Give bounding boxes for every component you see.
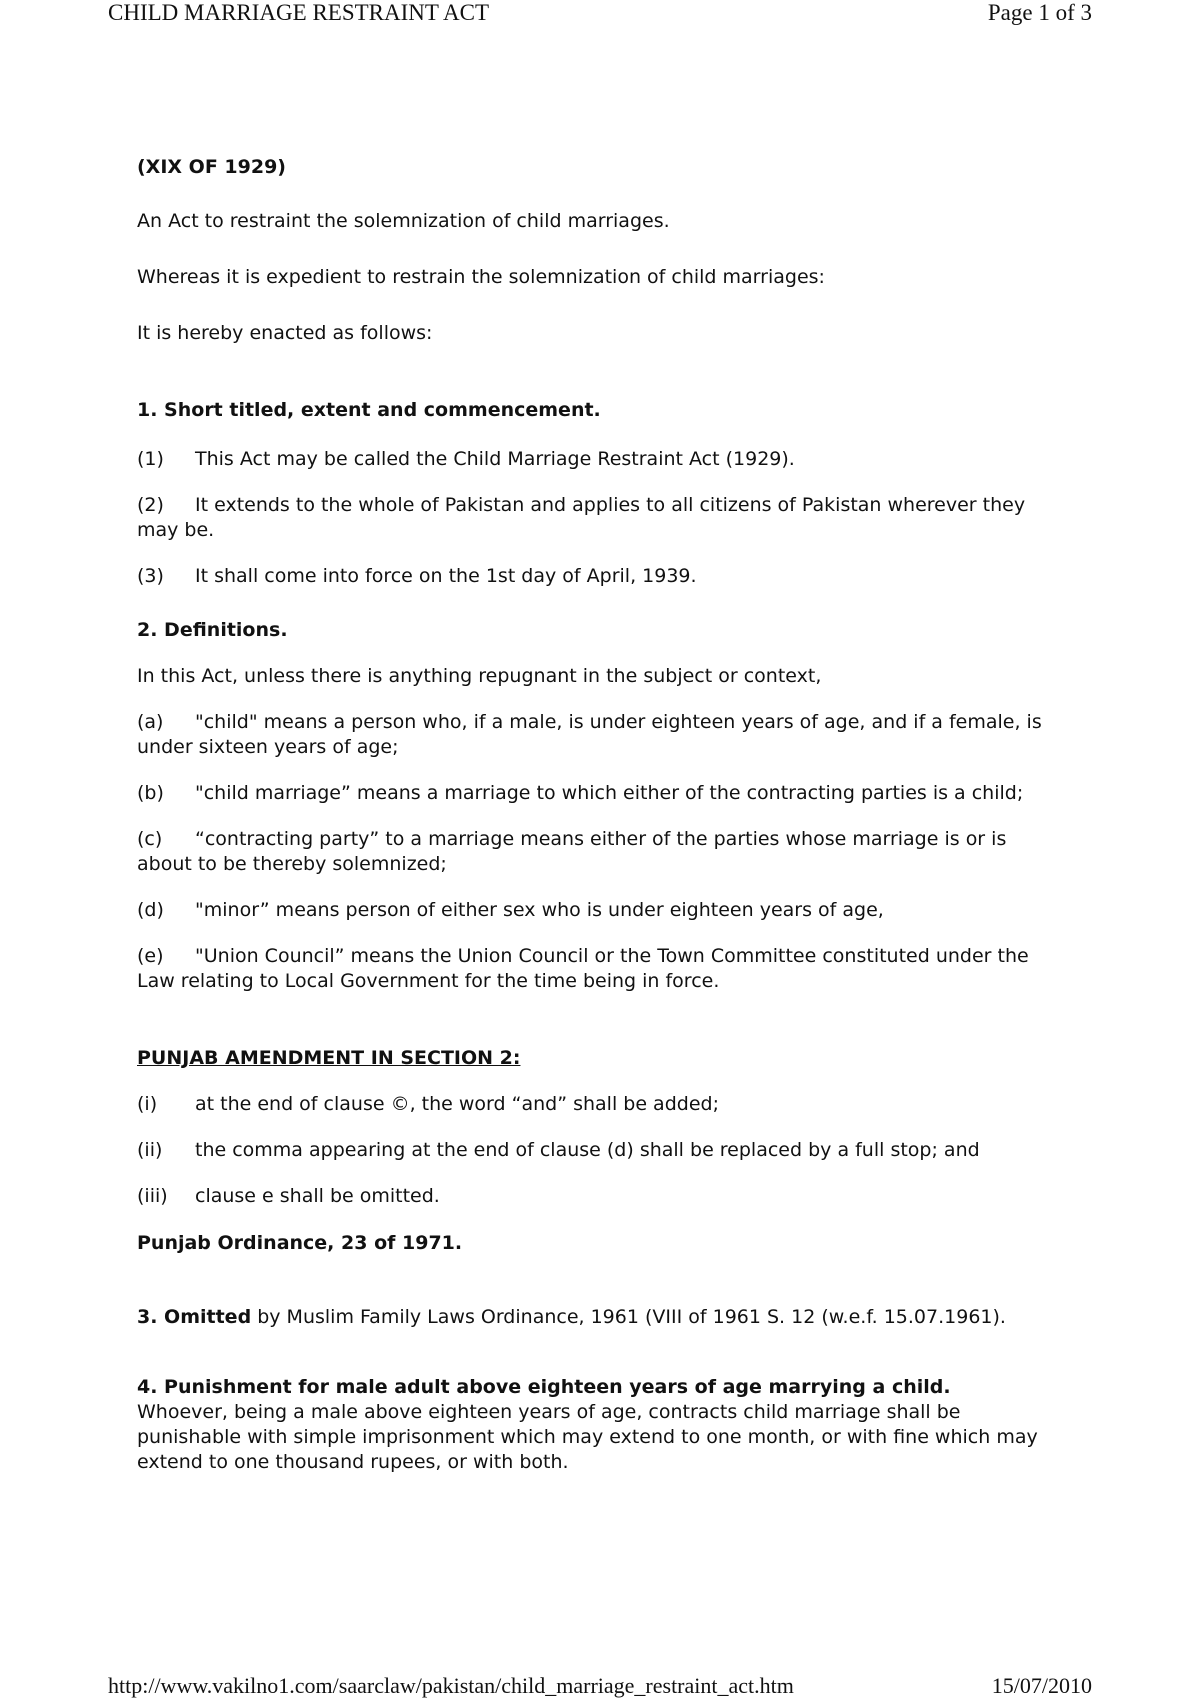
definition-item [137,781,1057,806]
clause-label: (i) [137,1093,158,1115]
clause-label: (b) [137,782,164,804]
clause-item [137,493,1057,543]
page-footer [108,1674,1092,1698]
clause-label: (3) [137,565,164,587]
clause-text: at the end of clause ©, the word “and” shall be added; [195,1093,719,1115]
clause-text: "minor” means person of either sex who is under eighteen years of age, [195,899,884,921]
long-title: An Act to restraint the solemnization of child marriages. [137,210,670,232]
definition-item [137,944,1057,994]
clause-label: (e) [137,945,164,967]
definition-item [137,898,1057,923]
clause-text: "Union Council” means the Union Council or the Town Committee constituted under the Law relating to Local Government for the time being in force. [137,945,1029,992]
clause-label: (a) [137,711,164,733]
clause-item [137,447,1057,472]
section-3-text: by Muslim Family Laws Ordinance, 1961 (VIII of 1961 S. 12 (w.e.f. 15.07.1961). [251,1306,1006,1328]
clause-text: the comma appearing at the end of clause (d) shall be replaced by a full stop; and [195,1139,980,1161]
section-2-heading: 2. Definitions. [137,619,288,641]
clause-item [137,564,1057,589]
print-date: 15/07/2010 [991,1673,1092,1698]
clause-text: "child marriage” means a marriage to which either of the contracting parties is a child; [195,782,1024,804]
enacting-clause: It is hereby enacted as follows: [137,322,433,344]
preamble: Whereas it is expedient to restrain the solemnization of child marriages: [137,266,825,288]
clause-text: It shall come into force on the 1st day of April, 1939. [195,565,697,587]
page-header [108,0,1092,26]
section-4-heading: 4. Punishment for male adult above eighteen years of age marrying a child. [137,1376,951,1398]
clause-label: (2) [137,494,164,516]
amendment-item [137,1184,1057,1209]
definition-item [137,827,1057,877]
section-3-heading: 3. Omitted [137,1306,252,1328]
document-body [137,155,1057,1475]
clause-text: This Act may be called the Child Marriage Restraint Act (1929). [195,448,795,470]
clause-label: (iii) [137,1185,168,1207]
section-4-text: Whoever, being a male above eighteen years of age, contracts child marriage shall be punishable with simple imprisonment which may extend to one month, or with fine which may extend to one thousand rupees, or with both. [137,1401,1038,1473]
definitions-intro: In this Act, unless there is anything repugnant in the subject or context, [137,665,822,687]
clause-label: (ii) [137,1139,163,1161]
clause-text: It extends to the whole of Pakistan and applies to all citizens of Pakistan wherever they may be. [137,494,1026,541]
clause-label: (1) [137,448,164,470]
section-3 [137,1305,1057,1330]
amendment-source: Punjab Ordinance, 23 of 1971. [137,1232,463,1254]
act-number: (XIX OF 1929) [137,156,286,178]
section-1-heading: 1. Short titled, extent and commencement. [137,399,601,421]
header-title: CHILD MARRIAGE RESTRAINT ACT [108,0,490,25]
amendment-item [137,1138,1057,1163]
page-number: Page 1 of 3 [987,0,1092,25]
amendment-item [137,1092,1057,1117]
definition-item [137,710,1057,760]
clause-text: clause e shall be omitted. [195,1185,440,1207]
clause-label: (c) [137,828,163,850]
source-url: http://www.vakilno1.com/saarclaw/pakistan/child_marriage_restraint_act.htm [108,1673,794,1698]
clause-text: "child" means a person who, if a male, is under eighteen years of age, and if a female, is under sixteen years of age; [137,711,1042,758]
clause-text: “contracting party” to a marriage means either of the parties whose marriage is or is about to be thereby solemnized; [137,828,1007,875]
amendment-heading: PUNJAB AMENDMENT IN SECTION 2: [137,1047,521,1069]
clause-label: (d) [137,899,164,921]
